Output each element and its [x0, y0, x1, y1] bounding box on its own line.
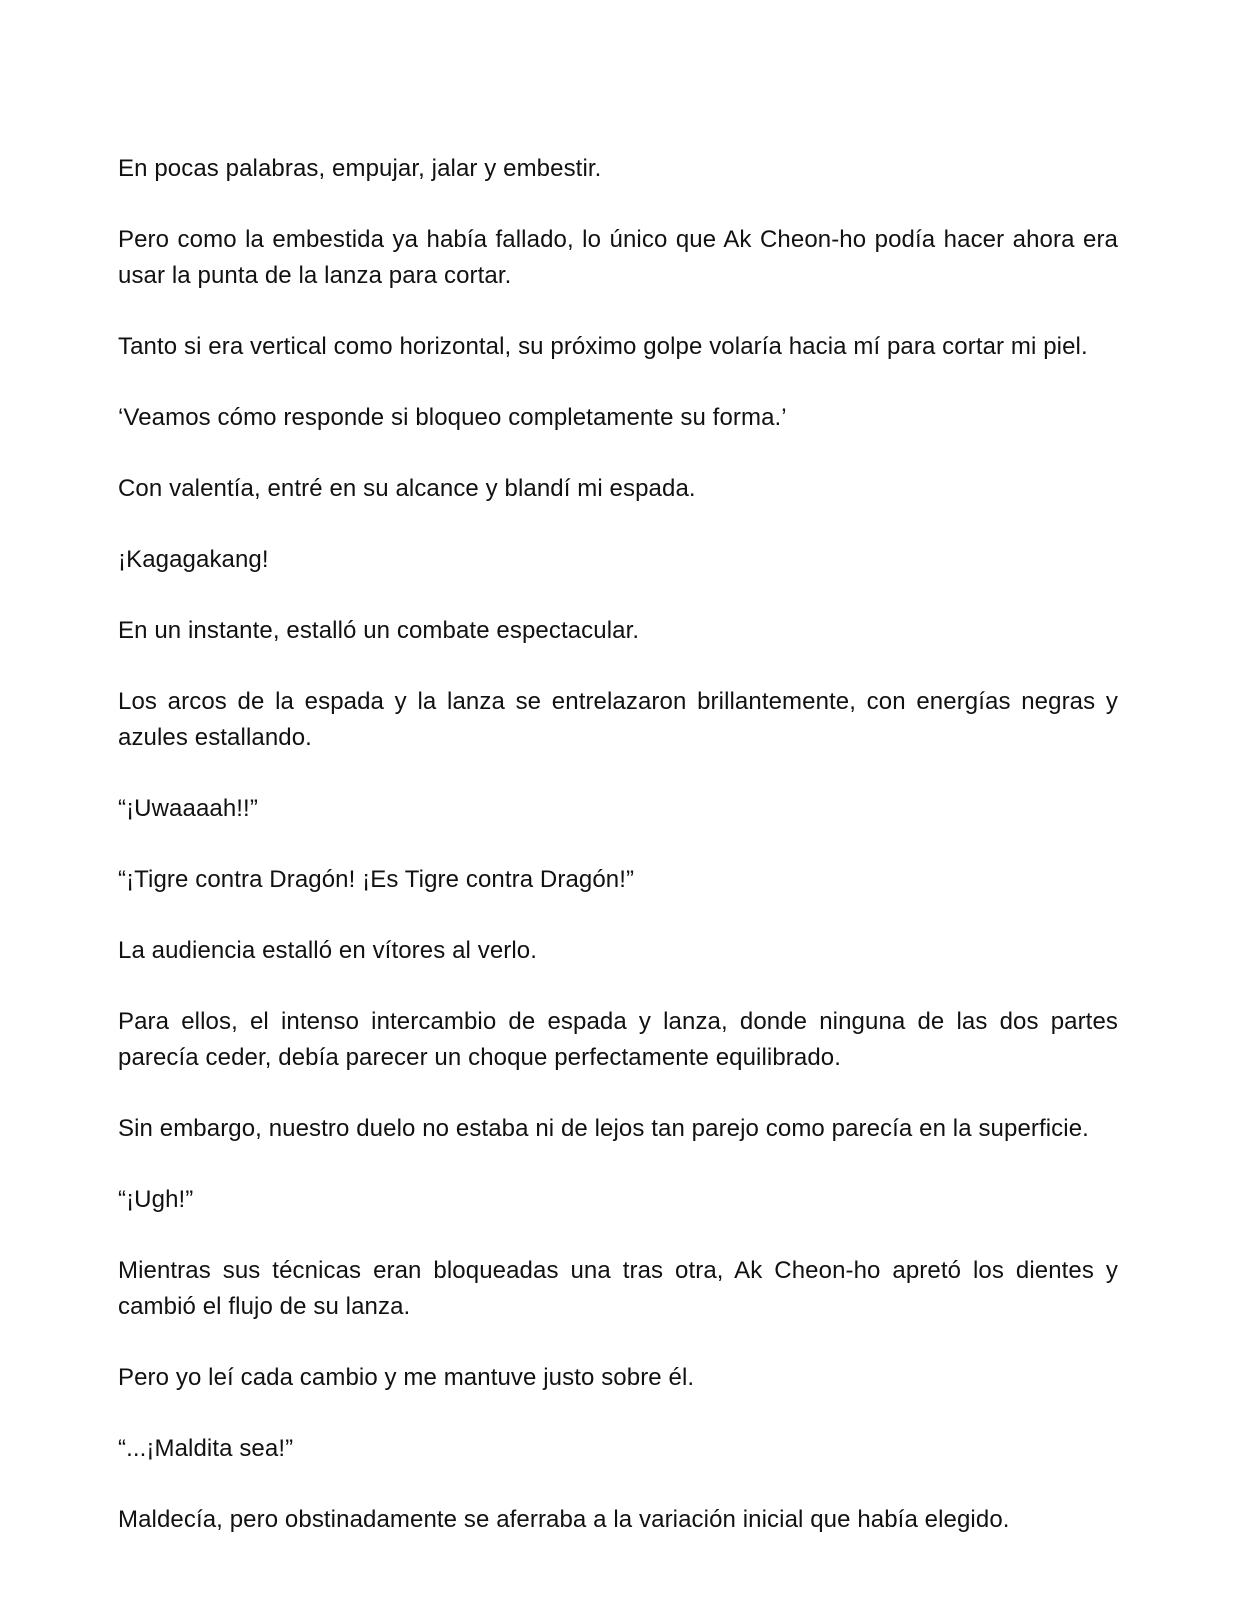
- paragraph: Con valentía, entré en su alcance y blandí mi espada.: [118, 475, 696, 502]
- paragraph: Pero como la embestida ya había fallado, lo único que Ak Cheon-ho podía hacer ahora era usar la punta de la lanza para cortar.: [118, 226, 1118, 289]
- paragraph: En pocas palabras, empujar, jalar y embestir.: [118, 155, 602, 182]
- paragraph: “¡Uwaaaah!!”: [118, 795, 258, 822]
- paragraph: Mientras sus técnicas eran bloqueadas una tras otra, Ak Cheon-ho apretó los dientes y cambió el flujo de su lanza.: [118, 1257, 1118, 1320]
- paragraph: “¡Tigre contra Dragón! ¡Es Tigre contra Dragón!”: [118, 866, 635, 893]
- paragraph: Para ellos, el intenso intercambio de espada y lanza, donde ninguna de las dos partes parecía ceder, debía parecer un choque perfectamente equilibrado.: [118, 1008, 1118, 1071]
- paragraph: “...¡Maldita sea!”: [118, 1435, 294, 1462]
- paragraph: Sin embargo, nuestro duelo no estaba ni de lejos tan parejo como parecía en la superficie.: [118, 1115, 1089, 1142]
- document-body: [118, 151, 1118, 1573]
- paragraph: ‘Veamos cómo responde si bloqueo completamente su forma.’: [118, 404, 787, 431]
- paragraph: Tanto si era vertical como horizontal, su próximo golpe volaría hacia mí para cortar mi piel.: [118, 333, 1088, 360]
- paragraph: La audiencia estalló en vítores al verlo.: [118, 937, 538, 964]
- paragraph: “¡Ugh!”: [118, 1186, 194, 1213]
- paragraph: ¡Kagagakang!: [118, 546, 269, 573]
- paragraph: Los arcos de la espada y la lanza se entrelazaron brillantemente, con energías negras y azules estallando.: [118, 688, 1118, 751]
- paragraph: Maldecía, pero obstinadamente se aferraba a la variación inicial que había elegido.: [118, 1506, 1010, 1533]
- paragraph: Pero yo leí cada cambio y me mantuve justo sobre él.: [118, 1364, 695, 1391]
- paragraph: En un instante, estalló un combate espectacular.: [118, 617, 640, 644]
